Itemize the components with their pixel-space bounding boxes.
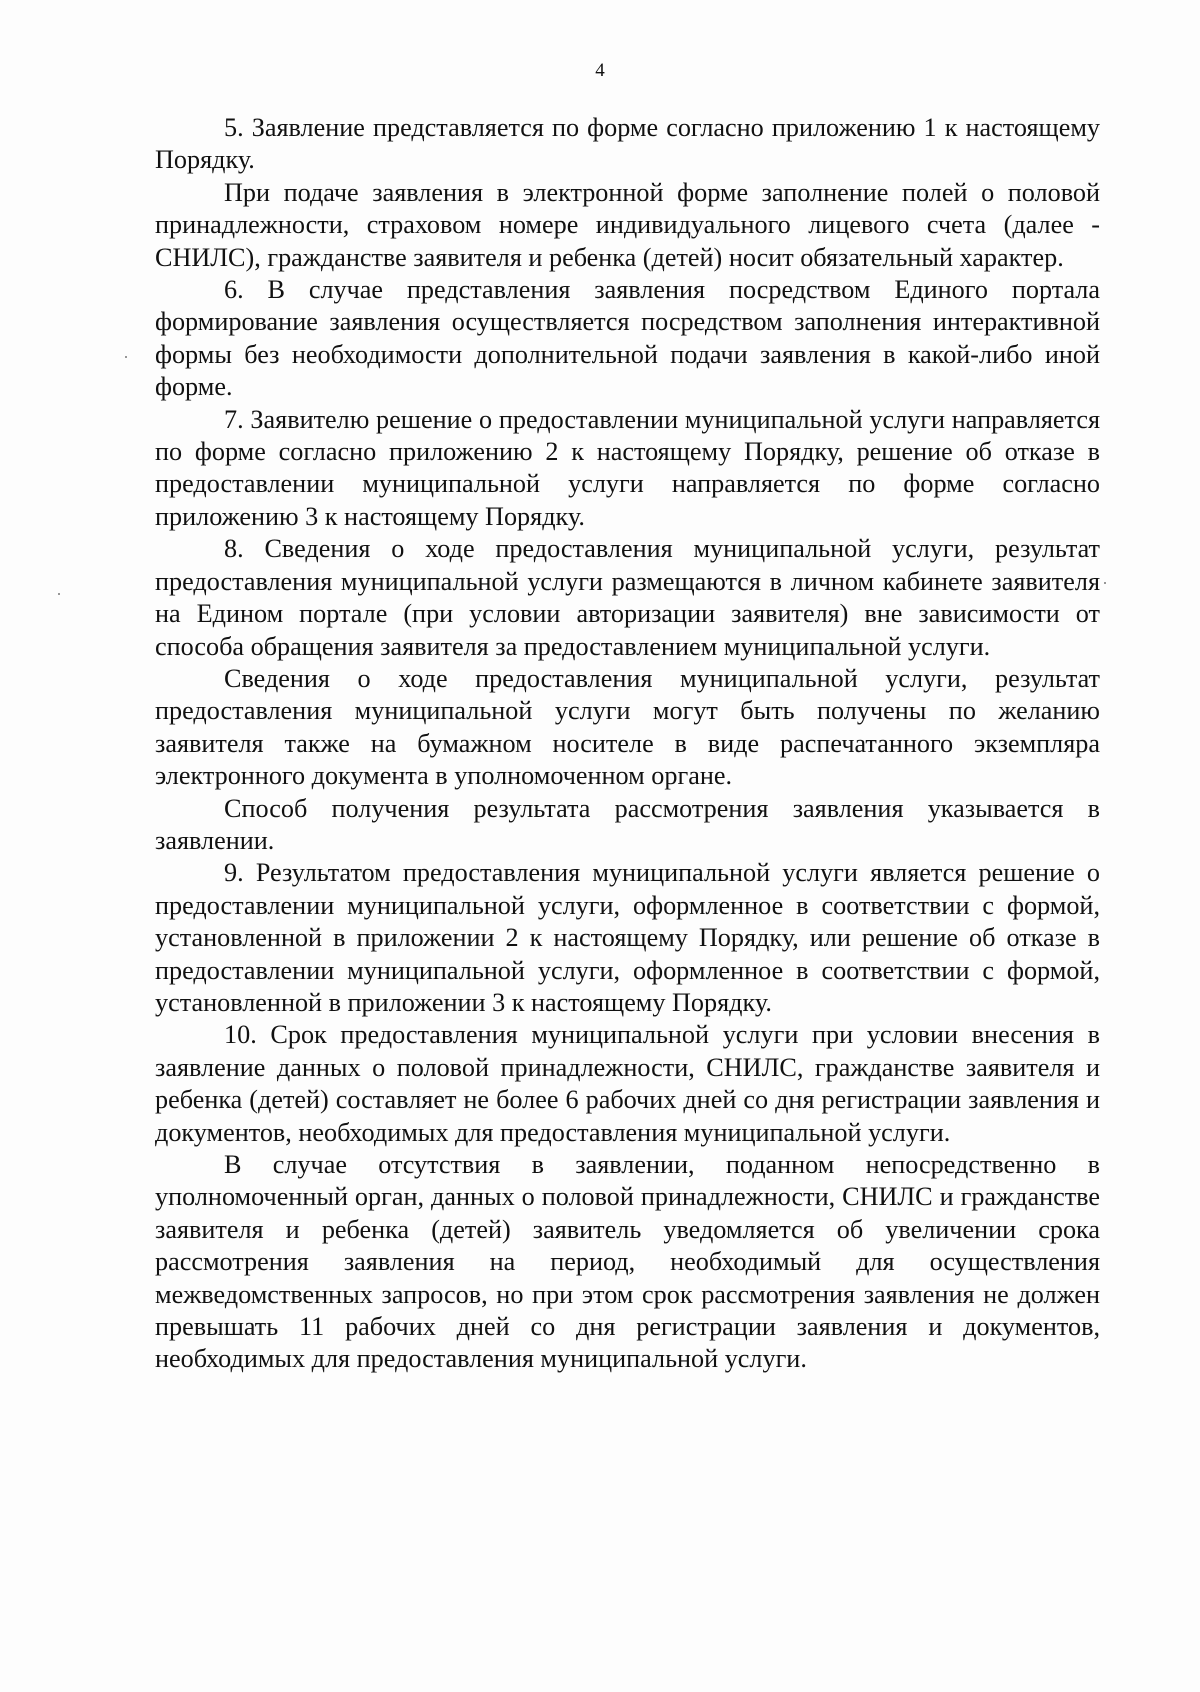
- paragraph-item-6: 6. В случае представления заявления посредством Единого портала формирование заявления осуществляется посредством заполнения интерактивной формы без необходимости дополнительной подачи заявления в какой-либо иной форме.: [155, 275, 1100, 402]
- paragraph-extended-term: В случае отсутствия в заявлении, поданном непосредственно в уполномоченный орган, данных о половой принадлежности, СНИЛС и гражданстве заявителя и ребенка (детей) заявитель уведомляется об увеличении срока рассмотрения заявления на период, необходимый для осуществления межведомственных запросов, но при этом срок рассмотрения заявления не должен превышать 11 рабочих дней со дня регистрации заявления и документов, необходимых для предоставления муниципальной услуги.: [155, 1150, 1100, 1374]
- paragraph-paper-copy: Сведения о ходе предоставления муниципальной услуги, результат предоставления муниципальной услуги могут быть получены по желанию заявителя также на бумажном носителе в виде распечатанного экземпляра электронного документа в уполномоченном органе.: [155, 663, 1100, 791]
- paragraph-item-5: 5. Заявление представляется по форме согласно приложению 1 к настоящему Порядку.: [155, 113, 1100, 175]
- paragraph-mandatory-fields: При подаче заявления в электронной форме заполнение полей о половой принадлежности, страховом номере индивидуального лицевого счета (далее - СНИЛС), гражданстве заявителя и ребенка (детей) носит обязательный характер.: [155, 177, 1100, 272]
- scan-speck: [125, 356, 127, 358]
- paragraph-item-8: 8. Сведения о ходе предоставления муниципальной услуги, результат предоставления муниципальной услуги размещаются в личном кабинете заявителя на Едином портале (при условии авторизации заявителя) вне зависимости от способа обращения заявителя за предоставлением муниципальной услуги.: [155, 534, 1100, 661]
- page-number: 4: [595, 60, 605, 81]
- scan-speck: [58, 593, 60, 595]
- scan-speck: [1104, 582, 1106, 584]
- document-body: [155, 112, 1100, 1376]
- paragraph-item-9: 9. Результатом предоставления муниципальной услуги является решение о предоставлении муниципальной услуги, оформленное в соответствии с формой, установленной в приложении 2 к настоящему Порядку, или решение об отказе в предоставлении муниципальной услуги, оформленное в соответствии с формой, установленной в приложении 3 к настоящему Порядку.: [155, 858, 1100, 1017]
- paragraph-item-7: 7. Заявителю решение о предоставлении муниципальной услуги направляется по форме согласно приложению 2 к настоящему Порядку, решение об отказе в предоставлении муниципальной услуги направляется по форме согласно приложению 3 к настоящему Порядку.: [155, 404, 1100, 531]
- paragraph-result-method: Способ получения результата рассмотрения заявления указывается в заявлении.: [155, 793, 1100, 855]
- paragraph-item-10: 10. Срок предоставления муниципальной услуги при условии внесения в заявление данных о половой принадлежности, СНИЛС, гражданстве заявителя и ребенка (детей) составляет не более 6 рабочих дней со дня регистрации заявления и документов, необходимых для предоставления муниципальной услуги.: [155, 1020, 1100, 1147]
